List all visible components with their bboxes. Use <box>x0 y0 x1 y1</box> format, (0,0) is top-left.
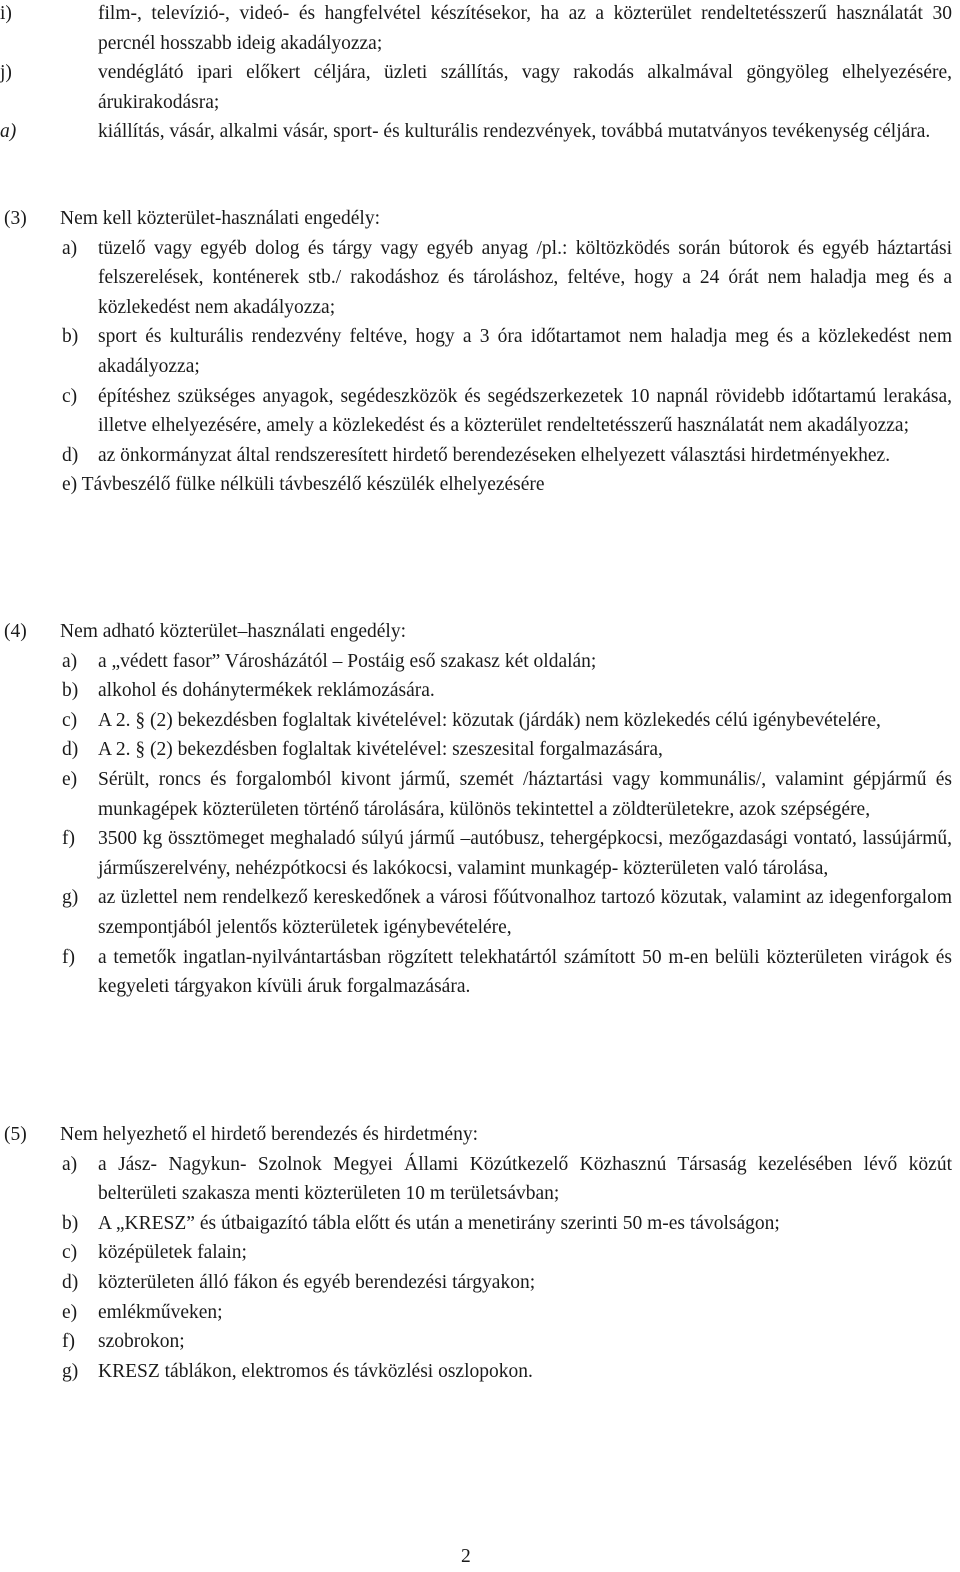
item-text: a temetők ingatlan-nyilvántartásban rögzített telekhatártól számított 50 m-en belüli közterületen virágok és kegyeleti tárgyakon kívüli áruk forgalmazására. <box>98 946 952 998</box>
item-text: tüzelő vagy egyéb dolog és tárgy vagy egyéb anyag /pl.: költözködés során bútorok és egyéb háztartási felszerelések, konténerek stb./ rakodáshoz és tároláshoz, feltéve, hogy a 24 órát nem haladja meg és a közlekedést nem akadályozza; <box>98 237 952 318</box>
item-label: a) <box>0 121 17 143</box>
item-label: a) <box>62 237 78 259</box>
list-item <box>0 735 952 765</box>
section-number: (4) <box>4 621 27 642</box>
item-label: b) <box>62 1212 79 1234</box>
list-item <box>0 824 952 883</box>
item-text: A 2. § (2) bekezdésben foglaltak kivételével: szeszesital forgalmazására, <box>98 739 663 761</box>
item-label: f) <box>62 828 75 850</box>
list-item <box>0 883 952 942</box>
list-item <box>0 1327 952 1357</box>
list-item <box>0 1238 952 1268</box>
item-text: emlékműveken; <box>98 1301 223 1323</box>
item-label: g) <box>62 887 79 909</box>
item-text: a „védett fasor” Városházától – Postáig eső szakasz két oldalán; <box>98 650 597 672</box>
list-item <box>0 1150 952 1209</box>
item-text: KRESZ táblákon, elektromos és távközlési oszlopokon. <box>98 1360 533 1382</box>
item-text: az önkormányzat által rendszeresített hirdető berendezéseken elhelyezett választási hirdetményekhez. <box>98 444 891 466</box>
item-label: d) <box>62 739 79 761</box>
item-text: 3500 kg össztömeget meghaladó súlyú jármű –autóbusz, tehergépkocsi, mezőgazdasági vontató, lassújármű, járműszerelvény, nehézpótkocsi és lakókocsi, valamint munkagép- közterületen való tárolása, <box>98 828 952 879</box>
section-heading <box>0 617 960 647</box>
item-label: b) <box>62 680 79 702</box>
item-text: Sérült, roncs és forgalomból kivont jármű, szemét /háztartási vagy kommunális/, valamint gépjármű és munkagépek közterületen történő tárolására, különös tekintettel a zöldterületekre, azok szépségére, <box>98 768 952 820</box>
item-text: alkohol és dohánytermékek reklámozására. <box>98 680 435 702</box>
item-text: az üzlettel nem rendelkező kereskedőnek a városi főútvonalhoz tartozó közutak, valamint az idegenforgalom szempontjából jelentős közterületek igénybevételére, <box>98 887 952 938</box>
item-label: g) <box>62 1360 79 1382</box>
item-text: közterületen álló fákon és egyéb berendezési tárgyakon; <box>98 1271 536 1293</box>
item-label: f) <box>62 1331 75 1353</box>
list-item <box>0 706 952 736</box>
item-label: e) <box>62 1301 78 1323</box>
item-text: A 2. § (2) bekezdésben foglaltak kivételével: közutak (járdák) nem közlekedés célú igénybevételére, <box>98 709 881 731</box>
section-number: (5) <box>4 1124 27 1145</box>
section-4 <box>0 617 960 1002</box>
list-item <box>0 58 952 117</box>
item-text: középületek falain; <box>98 1242 247 1264</box>
item-text: kiállítás, vásár, alkalmi vásár, sport- és kulturális rendezvények, továbbá mutatványos tevékenység céljára. <box>98 121 931 143</box>
section-title: Nem helyezhető el hirdető berendezés és hirdetmény: <box>60 1124 478 1145</box>
item-text: film-, televízió-, videó- és hangfelvétel készítésekor, ha az a közterület rendeltetésszerű használatát 30 percnél hosszabb ideig akadályozza; <box>98 3 952 54</box>
list-item-e: e) Távbeszélő fülke nélküli távbeszélő készülék elhelyezésére <box>62 474 545 496</box>
item-label: a) <box>62 1153 78 1175</box>
section-3 <box>0 204 960 500</box>
list-item <box>0 0 952 58</box>
item-label: j) <box>0 62 12 84</box>
item-label: i) <box>0 3 12 24</box>
list-item <box>0 1209 952 1239</box>
list-item <box>0 441 952 471</box>
section-5 <box>0 1120 960 1386</box>
item-text: a Jász- Nagykun- Szolnok Megyei Állami Közútkezelő Közhasznú Társaság kezelésében lévő közút belterületi szakasza menti közterületen 10 m területsávban; <box>98 1153 952 1205</box>
item-label: d) <box>62 1271 79 1293</box>
item-label: c) <box>62 709 78 731</box>
section-title: Nem adható közterület–használati engedély: <box>60 621 406 642</box>
item-text: A „KRESZ” és útbaigazító tábla előtt és után a menetirány szerinti 50 m-es távolságon; <box>98 1212 780 1234</box>
list-item <box>0 382 952 441</box>
list-item <box>0 647 952 677</box>
item-label: a) <box>62 650 78 672</box>
section-heading <box>0 1120 960 1150</box>
list-item <box>0 1357 952 1387</box>
item-label: d) <box>62 444 79 466</box>
item-label: e) <box>62 768 78 790</box>
list-item <box>0 1298 952 1328</box>
list-item <box>0 943 952 1002</box>
item-text: építéshez szükséges anyagok, segédeszközök és segédszerkezetek 10 napnál rövidebb időtartamú lerakása, illetve elhelyezésére, amely a közlekedést és a közterület rendeltetésszerű használatát nem akadályozza; <box>98 385 952 437</box>
list-item <box>0 1268 952 1298</box>
list-item <box>0 765 952 824</box>
item-label: b) <box>62 326 79 348</box>
item-text: sport és kulturális rendezvény feltéve, hogy a 3 óra időtartamot nem haladja meg és a közlekedést nem akadályozza; <box>98 326 952 377</box>
item-label: f) <box>62 946 75 968</box>
item-text: szobrokon; <box>98 1331 185 1353</box>
list-item <box>0 117 952 147</box>
list-item <box>0 322 952 381</box>
section-heading <box>0 204 960 234</box>
item-label: c) <box>62 1242 78 1264</box>
item-text: vendéglátó ipari előkert céljára, üzleti szállítás, vagy rakodás alkalmával göngyöleg elhelyezésére, árukirakodásra; <box>98 62 952 113</box>
item-label: c) <box>62 385 78 407</box>
list-item <box>0 676 952 706</box>
list-item <box>0 234 952 323</box>
section-number: (3) <box>4 208 27 229</box>
top-list <box>0 0 960 147</box>
page-number: 2 <box>461 1546 471 1567</box>
section-title: Nem kell közterület-használati engedély: <box>60 208 380 229</box>
